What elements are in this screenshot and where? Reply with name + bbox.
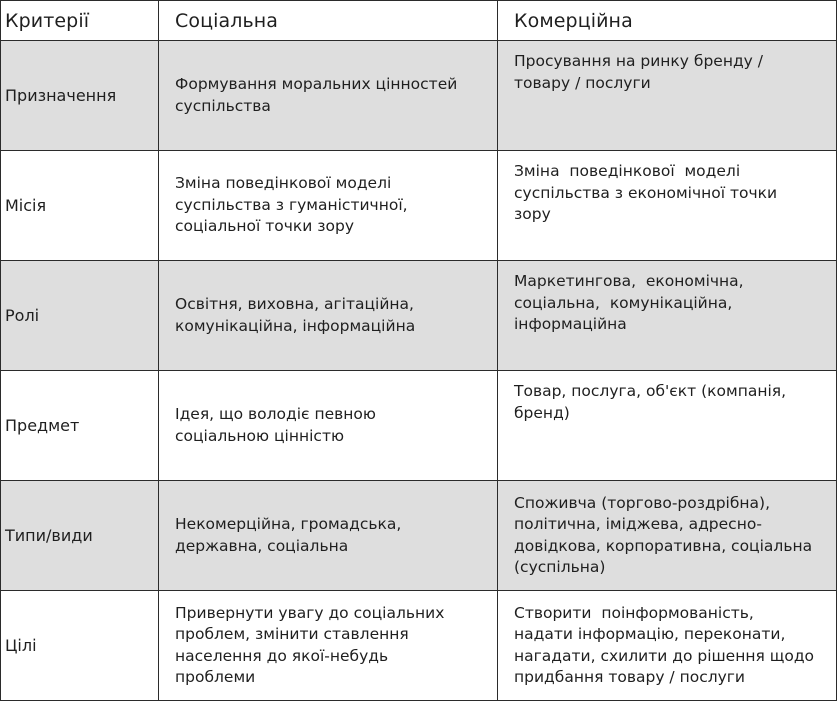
social-cell	[159, 41, 498, 151]
commercial-text-line: суспільства з економічної точки	[514, 183, 778, 202]
social-text-line: Некомерційна, громадська,	[175, 515, 402, 533]
commercial-text-line: бренд)	[514, 403, 570, 422]
commercial-cell	[498, 261, 837, 371]
table-row	[1, 151, 837, 261]
social-text-line: Ідея, що володіє певною	[175, 405, 376, 423]
criterion-cell: Типи/види	[1, 481, 159, 591]
commercial-text-line: нагадати, схилити до рішення щодо	[514, 646, 815, 665]
commercial-text-line: соціальна, комунікаційна,	[514, 293, 733, 312]
social-cell	[159, 261, 498, 371]
header-social: Соціальна	[159, 1, 498, 41]
commercial-text-line: Просування на ринку бренду /	[514, 52, 763, 70]
commercial-cell	[498, 481, 837, 591]
criterion-cell: Предмет	[1, 371, 159, 481]
commercial-text-line: інформаційна	[514, 315, 627, 333]
social-text-line: Привернути увагу до соціальних	[175, 603, 445, 622]
commercial-text-line: (суспільна)	[514, 558, 606, 576]
social-text-line: проблем, змінити ставлення	[175, 625, 409, 643]
commercial-cell	[498, 371, 837, 481]
table-row	[1, 481, 837, 591]
social-text-line: суспільства	[175, 96, 271, 115]
social-cell	[159, 151, 498, 261]
table-row	[1, 261, 837, 371]
commercial-text-line: Споживча (торгово-роздрібна),	[514, 493, 771, 512]
social-text-line: державна, соціальна	[175, 536, 349, 555]
commercial-text-line: Зміна поведінкової моделі	[514, 162, 741, 180]
social-text-line: суспільства з гуманістичної,	[175, 195, 408, 214]
header-criteria: Критерії	[1, 1, 159, 41]
commercial-text-line: товару / послуги	[514, 73, 651, 92]
commercial-text-line: придбання товару / послуги	[514, 668, 746, 686]
commercial-text-line: зору	[514, 205, 551, 223]
social-text-line: Освітня, виховна, агітаційна,	[175, 295, 414, 313]
social-cell	[159, 481, 498, 591]
social-text-line: населення до якої-небудь	[175, 646, 389, 665]
table-row	[1, 591, 837, 701]
social-text-line: Формування моральних цінностей	[175, 75, 458, 93]
social-text-line: комунікаційна, інформаційна	[175, 316, 416, 335]
social-text-line: проблеми	[175, 668, 256, 686]
social-cell	[159, 591, 498, 701]
criterion-cell: Цілі	[1, 591, 159, 701]
header-row	[1, 1, 837, 41]
commercial-text-line: Маркетингова, економічна,	[514, 272, 744, 290]
commercial-text-line: Товар, послуга, об'єкт (компанія,	[514, 382, 787, 400]
social-text-line: соціальною цінністю	[175, 426, 345, 445]
social-cell	[159, 371, 498, 481]
commercial-text-line: політична, іміджева, адресно-	[514, 515, 762, 533]
commercial-cell	[498, 591, 837, 701]
commercial-text-line: Створити поінформованість,	[514, 603, 754, 622]
commercial-text-line: довідкова, корпоративна, соціальна	[514, 536, 813, 555]
header-commercial: Комерційна	[498, 1, 837, 41]
criterion-cell: Ролі	[1, 261, 159, 371]
commercial-cell	[498, 41, 837, 151]
criterion-cell: Місія	[1, 151, 159, 261]
commercial-cell	[498, 151, 837, 261]
table-row	[1, 371, 837, 481]
social-text-line: соціальної точки зору	[175, 217, 355, 236]
social-text-line: Зміна поведінкової моделі	[175, 174, 392, 193]
commercial-text-line: надати інформацію, переконати,	[514, 625, 786, 643]
table-row	[1, 41, 837, 151]
criterion-cell: Призначення	[1, 41, 159, 151]
